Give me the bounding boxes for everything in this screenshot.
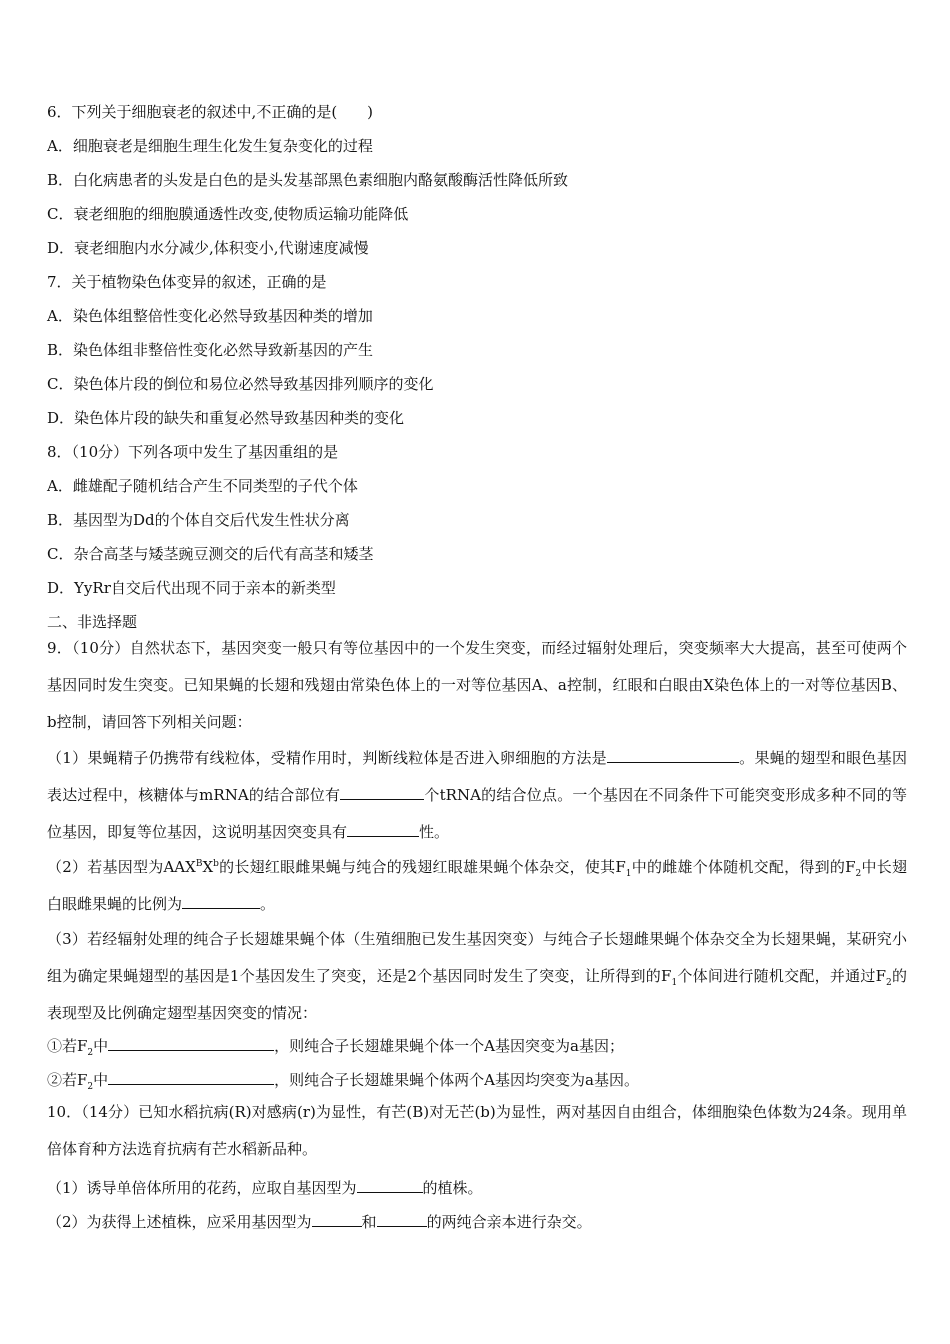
q10-blank-2[interactable] (312, 1212, 362, 1227)
q9-part2-sup-b-lower: b (213, 859, 219, 869)
q6-stem: 6．下列关于细胞衰老的叙述中,不正确的是( ) (47, 103, 374, 121)
q10-blank-3[interactable] (377, 1212, 427, 1227)
q9-case-2-text-c: ，则纯合子长翅雄果蝇个体两个A基因均突变为a基因。 (274, 1071, 639, 1089)
q9-part2-text-b: X (202, 858, 214, 876)
q9-case-2-sub: 2 (87, 1082, 94, 1092)
q9-part3-sub-1: 1 (671, 978, 678, 988)
q9-part3-text-b: 个体间进行随机交配，并通过F (677, 967, 886, 985)
q9-part3-sub-2: 2 (886, 978, 892, 988)
q9-part1-text-c: 个tRNA的结合位点。一个基因在不同条件下可能突变形成多种不同的等位基因，即复等位基因，这说明基因突变具有 (47, 786, 907, 841)
q9-case-1-text-b: 中 (93, 1037, 109, 1055)
q9-part1-text-a: （1）果蝇精子仍携带有线粒体，受精作用时，判断线粒体是否进入卵细胞的方法是 (47, 749, 607, 767)
q10-part1 (47, 1178, 483, 1198)
q10-part1-text-a: （1）诱导单倍体所用的花药，应取自基因型为 (47, 1179, 357, 1197)
q9-part2 (47, 849, 907, 923)
q9-case-1 (47, 1036, 624, 1056)
q9-blank-6[interactable] (108, 1070, 274, 1085)
q8-option-c: C．杂合高茎与矮茎豌豆测交的后代有高茎和矮茎 (47, 545, 374, 563)
q9-blank-1[interactable] (607, 748, 739, 763)
q10-part2 (47, 1212, 592, 1232)
q9-blank-2[interactable] (340, 785, 424, 800)
q9-part3 (47, 921, 907, 1032)
q7-option-c: C．染色体片段的倒位和易位必然导致基因排列顺序的变化 (47, 375, 434, 393)
q8-stem: 8．（10分）下列各项中发生了基因重组的是 (47, 443, 339, 461)
q9-case-2-text-b: 中 (93, 1071, 109, 1089)
q9-case-2-text-a: ②若F (47, 1071, 88, 1089)
q6-option-b: B．白化病患者的头发是白色的是头发基部黑色素细胞内酪氨酸酶活性降低所致 (47, 171, 569, 189)
q9-part1-text-d: 性。 (419, 823, 450, 841)
q9-blank-4[interactable] (182, 894, 260, 909)
section-heading: 二、非选择题 (47, 613, 138, 631)
q9-part2-text-c: 的长翅红眼雌果蝇与纯合的残翅红眼雄果蝇个体杂交，使其F (218, 858, 626, 876)
q10-part1-text-b: 的植株。 (422, 1179, 483, 1197)
q8-option-d: D．YyRr自交后代出现不同于亲本的新类型 (47, 579, 336, 597)
q6-option-d: D．衰老细胞内水分减少,体积变小,代谢速度减慢 (47, 239, 369, 257)
q7-option-b: B．染色体组非整倍性变化必然导致新基因的产生 (47, 341, 374, 359)
q9-blank-3[interactable] (347, 822, 419, 837)
q7-stem: 7．关于植物染色体变异的叙述，正确的是 (47, 273, 327, 291)
q9-case-1-text-c: ，则纯合子长翅雄果蝇个体一个A基因突变为a基因； (274, 1037, 624, 1055)
q9-part2-text-a: （2）若基因型为AAX (47, 858, 196, 876)
q10-part2-text-a: （2）为获得上述植株，应采用基因型为 (47, 1213, 312, 1231)
q9-case-2 (47, 1070, 639, 1090)
q9-part1-text-b: 。果蝇的翅型和眼色基因表达过程中，核糖体与mRNA的结合部位有 (47, 749, 907, 804)
q9-part2-text-d: 中的雌雄个体随机交配，得到的F (631, 858, 856, 876)
q7-option-d: D．染色体片段的缺失和重复必然导致基因种类的变化 (47, 409, 405, 427)
q9-part2-text-e: 中长翅白眼雌果蝇的比例为 (47, 858, 907, 913)
q8-option-b: B．基因型为Dd的个体自交后代发生性状分离 (47, 511, 350, 529)
q9-part2-sub-2: 2 (855, 869, 862, 879)
q8-option-a: A．雌雄配子随机结合产生不同类型的子代个体 (47, 477, 358, 495)
q9-blank-5[interactable] (108, 1036, 274, 1051)
q10-part2-text-b: 和 (361, 1213, 377, 1231)
q7-option-a: A．染色体组整倍性变化必然导致基因种类的增加 (47, 307, 373, 325)
q10-blank-1[interactable] (357, 1178, 423, 1193)
q6-option-c: C．衰老细胞的细胞膜通透性改变,使物质运输功能降低 (47, 205, 409, 223)
q9-case-1-sub: 2 (87, 1048, 94, 1058)
q10-part2-text-c: 的两纯合亲本进行杂交。 (426, 1213, 592, 1231)
q9-part3-text-c: 的表现型及比例确定翅型基因突变的情况： (47, 967, 907, 1022)
q9-part3-text-a: （3）若经辐射处理的纯合子长翅雄果蝇个体（生殖细胞已发生基因突变）与纯合子长翅雌果蝇个体杂交全为长翅果蝇，某研究小组为确定果蝇翅型的基因是1个基因发生了突变，还是2个基因同时发生了突变，让所得到的F (47, 930, 907, 985)
q9-intro: 9．（10分）自然状态下，基因突变一般只有等位基因中的一个发生突变，而经过辐射处理后，突变频率大大提高，甚至可使两个基因同时发生突变。已知果蝇的长翅和残翅由常染色体上的一对等位基因A、a控制，红眼和白眼由X染色体上的一对等位基因B、b控制，请回答下列相关问题： (47, 639, 907, 731)
q9-part1 (47, 740, 907, 851)
q9-part2-text-f: 。 (260, 895, 276, 913)
q9-part2-sup-b-upper: B (195, 859, 203, 869)
q10-intro: 10．（14分）已知水稻抗病(R)对感病(r)为显性，有芒(B)对无芒(b)为显性，两对基因自由组合，体细胞染色体数为24条。现用单倍体育种方法选育抗病有芒水稻新品种。 (47, 1103, 907, 1158)
q9-part2-sub-1: 1 (625, 869, 632, 879)
q6-option-a: A．细胞衰老是细胞生理生化发生复杂变化的过程 (47, 137, 373, 155)
q9-case-1-text-a: ①若F (47, 1037, 88, 1055)
